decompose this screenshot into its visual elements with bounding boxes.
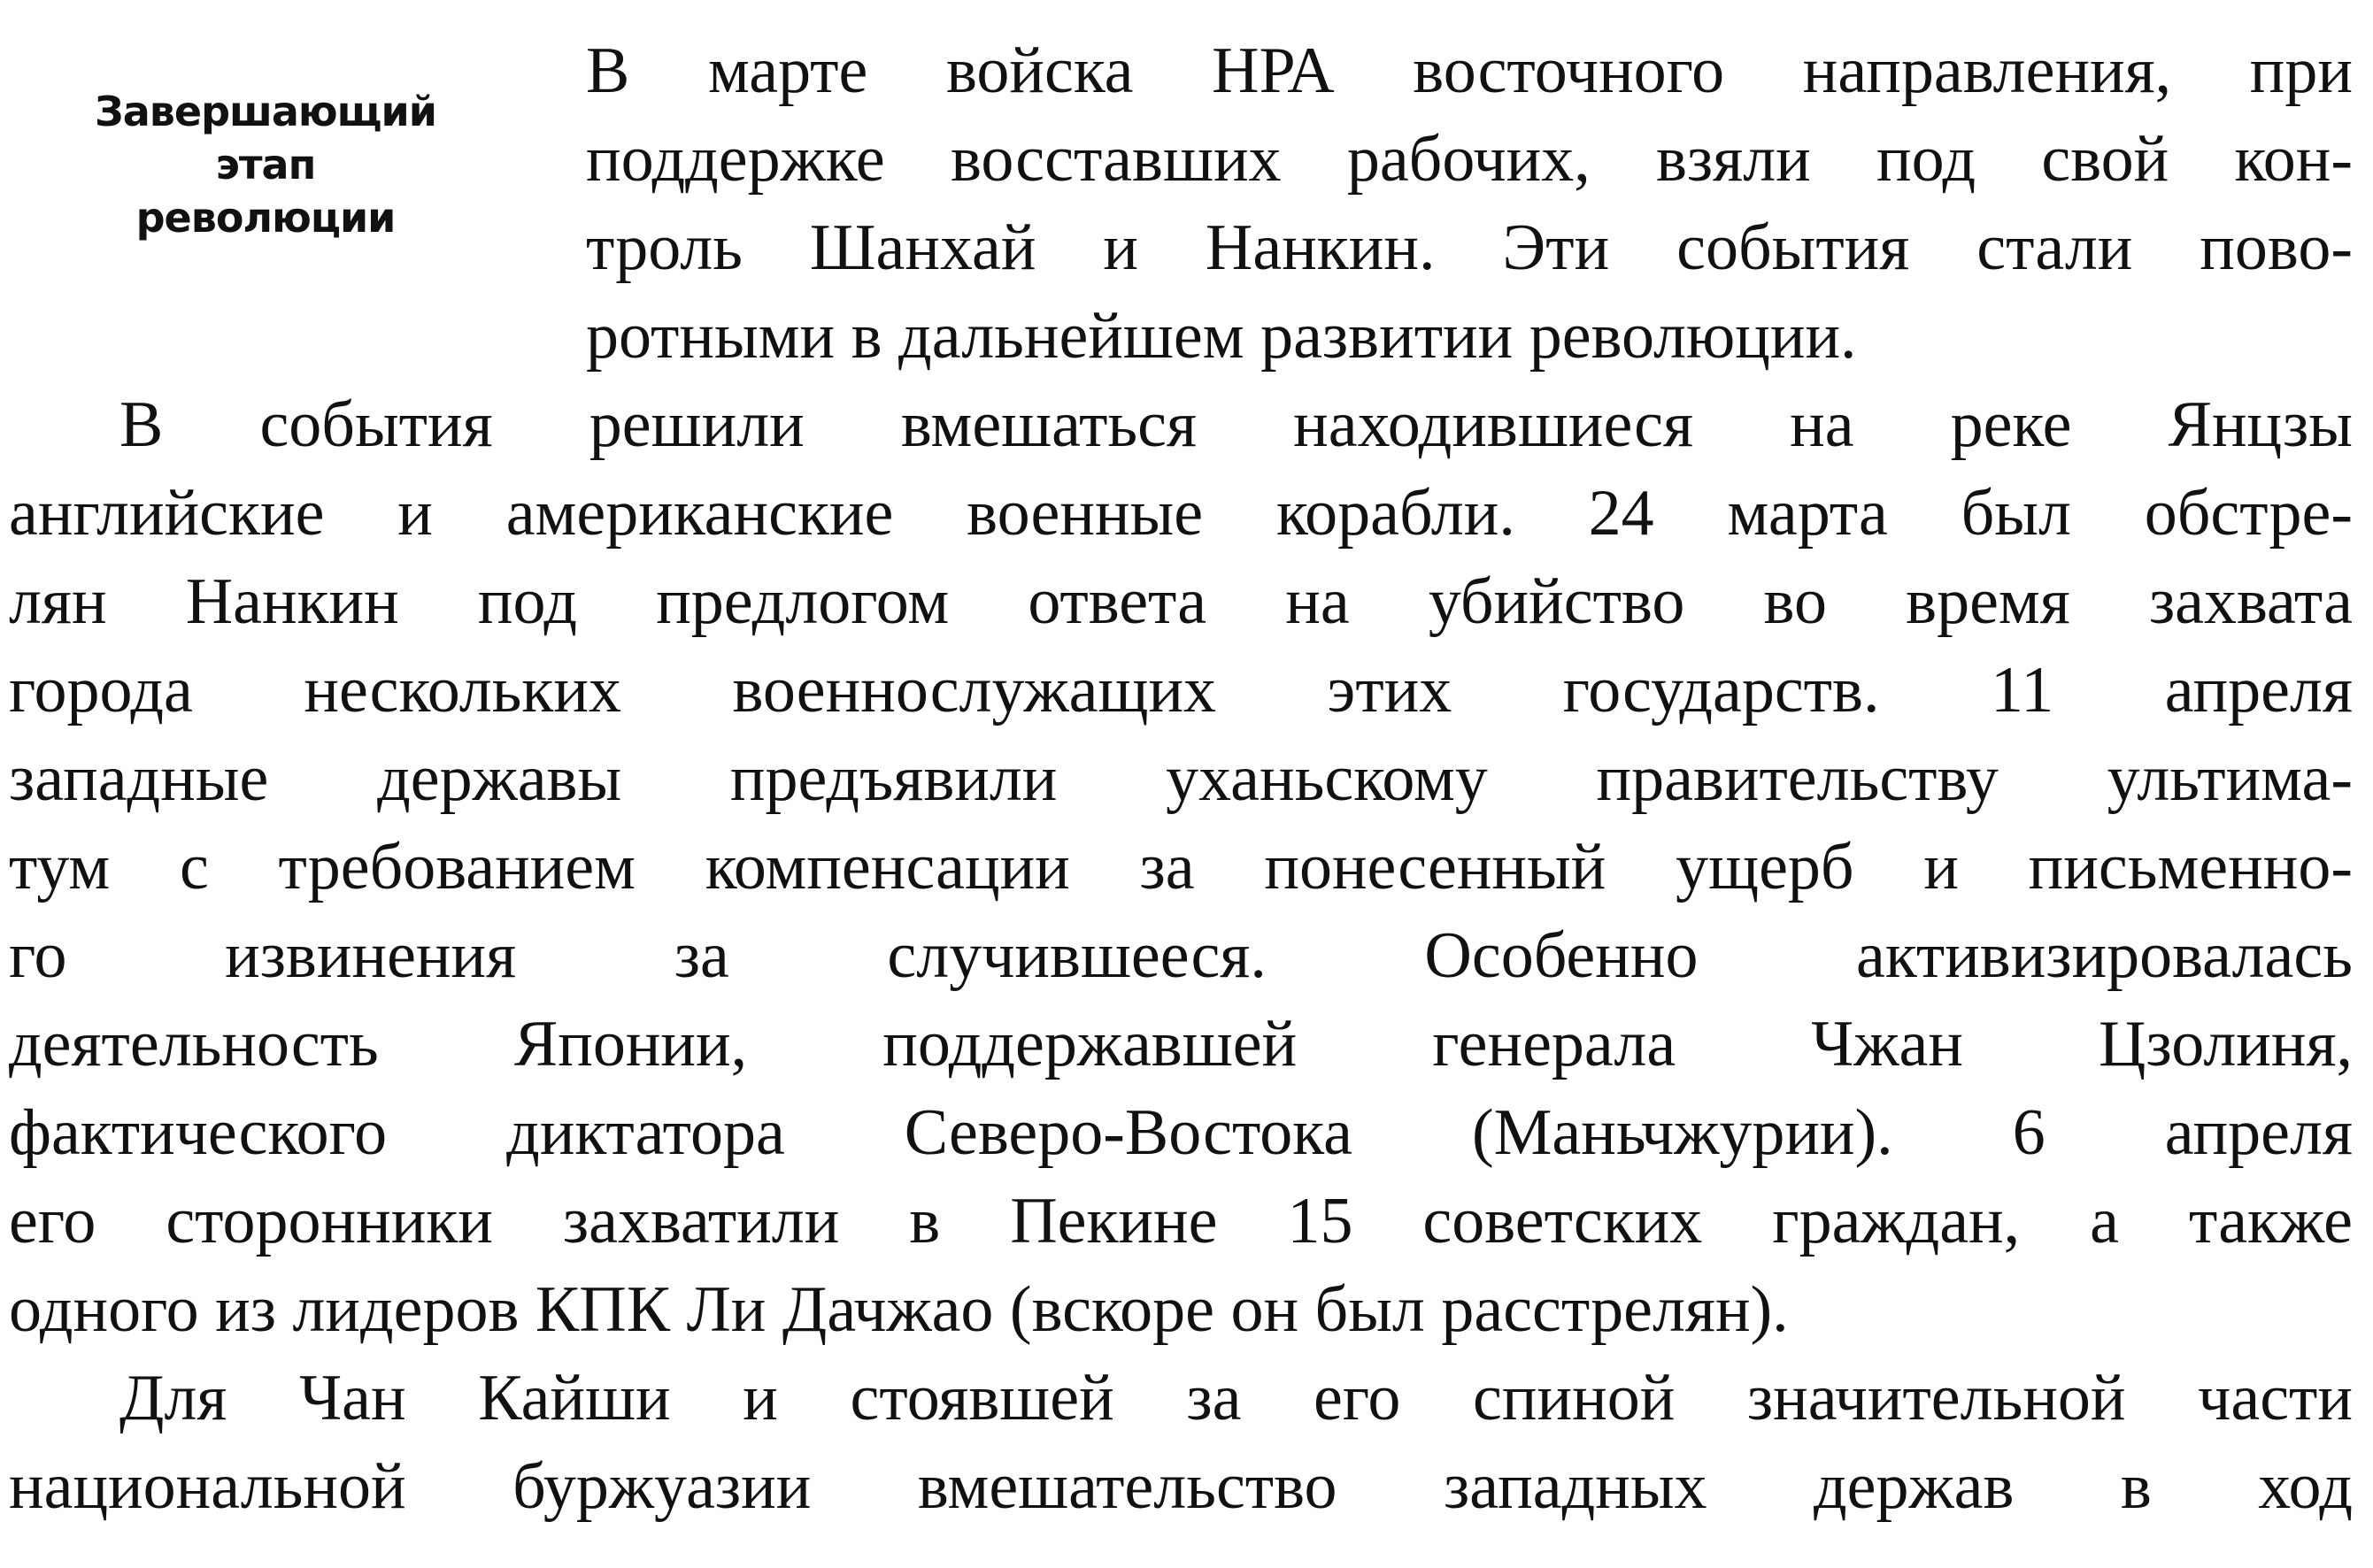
paragraph-1-line: ротными в дальнейшем развитии революции. [586, 300, 1857, 373]
paragraph-2-line: деятельность Японии, поддержавшей генерала Чжан Цзолиня, [9, 1008, 2353, 1080]
margin-heading-line: Завершающий [95, 88, 436, 135]
paragraph-3-line: национальной буржуазии вмешательство западных держав в ход [9, 1450, 2353, 1523]
paragraph-2-line: города нескольких военнослужащих этих государств. 11 апреля [9, 654, 2353, 726]
paragraph-2-line: его сторонники захватили в Пекине 15 советских граждан, а также [9, 1185, 2353, 1257]
paragraph-2-line: одного из лидеров КПК Ли Дачжао (вскоре он был расстрелян). [9, 1273, 1789, 1346]
paragraph-2-line: западные державы предъявили уханьскому правительству ультима- [9, 742, 2353, 815]
margin-heading-line: этап [215, 141, 316, 188]
paragraph-2-line: тум с требованием компенсации за понесенный ущерб и письменно- [9, 831, 2353, 903]
paragraph-3-line: Для Чан Кайши и стоявшей за его спиной значительной части [119, 1362, 2353, 1434]
paragraph-2-line: В события решили вмешаться находившиеся на реке Янцзы [119, 388, 2353, 461]
paragraph-2-line: английские и американские военные корабли. 24 марта был обстре- [9, 477, 2353, 550]
margin-heading [18, 85, 513, 244]
paragraph-2-line: фактического диктатора Северо-Востока (Маньчжурии). 6 апреля [9, 1096, 2353, 1169]
paragraph-1-line: В марте войска НРА восточного направления, при [586, 35, 2353, 107]
paragraph-1-line: троль Шанхай и Нанкин. Эти события стали пово- [586, 211, 2353, 284]
paragraph-1-line: поддержке восставших рабочих, взяли под свой кон- [586, 123, 2353, 196]
paragraph-2-line: лян Нанкин под предлогом ответа на убийство во время захвата [9, 565, 2353, 638]
margin-heading-line: революции [135, 194, 396, 242]
paragraph-2-line: го извинения за случившееся. Особенно активизировалась [9, 919, 2353, 992]
